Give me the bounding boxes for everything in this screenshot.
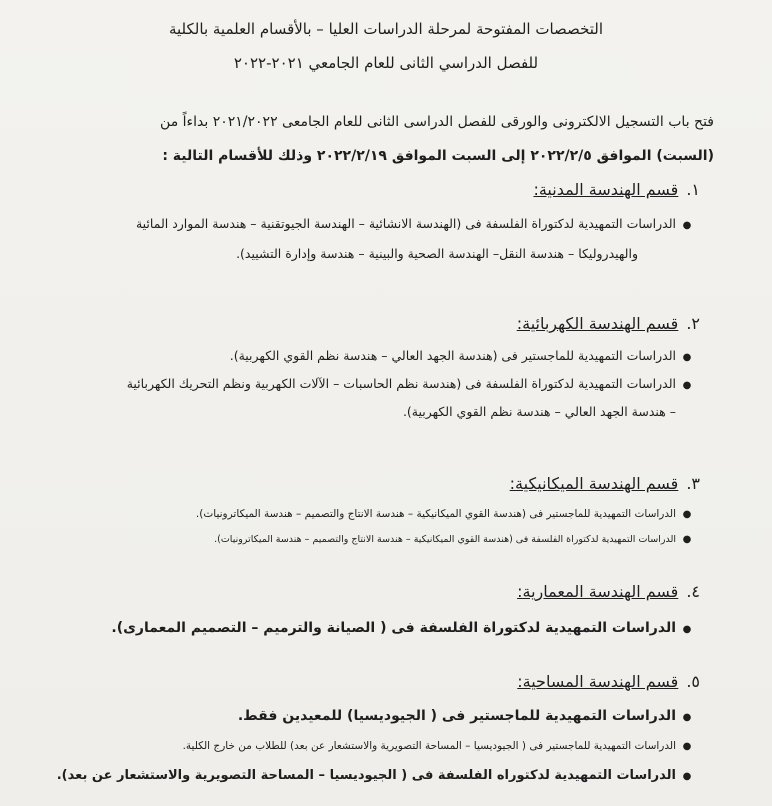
list-item	[238, 708, 698, 724]
intro-line-1: فتح باب التسجيل الالكترونى والورقى للفصل الدراسى الثانى للعام الجامعى ٢٠٢١/٢٠٢٢ بداءاً من	[160, 114, 714, 130]
section-number: ٤.	[686, 582, 700, 601]
section-number: ٣.	[686, 474, 700, 493]
section-civil-heading	[533, 180, 700, 199]
list-item	[136, 216, 698, 231]
section-surveying-heading	[517, 672, 700, 691]
bullet-icon: ●	[682, 220, 692, 231]
list-item-continuation: والهيدروليكا – هندسة النقل– الهندسة الصحية والبينية – هندسة وإدارة التشييد).	[236, 246, 638, 261]
section-number: ٢.	[686, 314, 700, 333]
section-title: قسم الهندسة الكهربائية:	[516, 314, 679, 333]
intro-line-2: (السبت) الموافق ٢٠٢٢/٢/٥ إلى السبت الموافق ٢٠٢٢/٢/١٩ وذلك للأقسام التالية :	[162, 148, 714, 164]
list-item-text: الدراسات التمهيدية للماجستير فى (هندسة الجهد العالي – هندسة نظم القوي الكهربية).	[229, 348, 676, 363]
bullet-icon: ●	[682, 741, 692, 752]
bullet-icon: ●	[682, 712, 692, 723]
section-number: ١.	[686, 180, 700, 199]
bullet-icon: ●	[682, 534, 692, 545]
section-title: قسم الهندسة المعمارية:	[517, 582, 679, 601]
section-number: ٥.	[686, 672, 700, 691]
list-item-text: الدراسات التمهيدية لدكتوراة الفلسفة فى (هندسة القوي الميكانيكية – هندسة الانتاج والتصميم – هندسة الميكاترونيات).	[214, 534, 676, 545]
bullet-icon: ●	[682, 624, 692, 635]
bullet-icon: ●	[682, 380, 692, 391]
list-item	[214, 534, 698, 545]
list-item	[127, 376, 698, 391]
document-subtitle: للفصل الدراسي الثانى للعام الجامعي ٢٠٢١-٢٠٢٢	[233, 54, 539, 72]
list-item-text: الدراسات التمهيدية للماجستير فى ( الجيوديسيا) للمعيدين فقط.	[237, 708, 676, 724]
list-item-text: الدراسات التمهيدية لدكتوراه الفلسفة فى ( الجيوديسيا – المساحة التصويرية والاستشعار عن بعد).	[56, 768, 676, 783]
list-item-text: الدراسات التمهيدية لدكتوراة الفلسفة فى ( الصيانة والترميم – التصميم المعمارى).	[111, 620, 676, 636]
list-item-text: الدراسات التمهيدية للماجستير فى ( الجيوديسيا – المساحة التصويرية والاستشعار عن بعد) للطلاب من خارج الكلية.	[182, 740, 676, 752]
list-item-text: الدراسات التمهيدية للماجستير فى (هندسة القوي الميكانيكية – هندسة الانتاج والتصميم – هندسة الميكاترونيات).	[195, 508, 676, 520]
section-mechanical-heading	[510, 474, 700, 493]
bullet-icon: ●	[682, 509, 692, 520]
list-item-text: الدراسات التمهيدية لدكتوراة الفلسفة فى (الهندسة الانشائية – الهندسة الجيوتقنية – هندسة الموارد المائية	[135, 216, 676, 231]
section-title: قسم الهندسة المدنية:	[533, 180, 679, 199]
section-title: قسم الهندسة الميكانيكية:	[509, 474, 679, 493]
section-electrical-heading	[517, 314, 700, 333]
list-item-text: الدراسات التمهيدية لدكتوراة الفلسفة فى (هندسة نظم الحاسبات – الآلات الكهربية ونظم التحريك الكهربائية	[126, 376, 676, 391]
section-title: قسم الهندسة المساحية:	[517, 672, 679, 691]
list-item	[57, 768, 698, 783]
bullet-icon: ●	[682, 352, 692, 363]
bullet-icon: ●	[682, 771, 692, 782]
list-item	[196, 508, 698, 520]
list-item	[111, 620, 698, 636]
document-title: التخصصات المفتوحة لمرحلة الدراسات العليا – بالأقسام العلمية بالكلية	[168, 20, 604, 38]
list-item	[230, 348, 698, 363]
section-architecture-heading	[517, 582, 700, 601]
list-item	[183, 740, 698, 752]
list-item-continuation: – هندسة الجهد العالي – هندسة نظم القوي الكهربية).	[402, 404, 676, 419]
